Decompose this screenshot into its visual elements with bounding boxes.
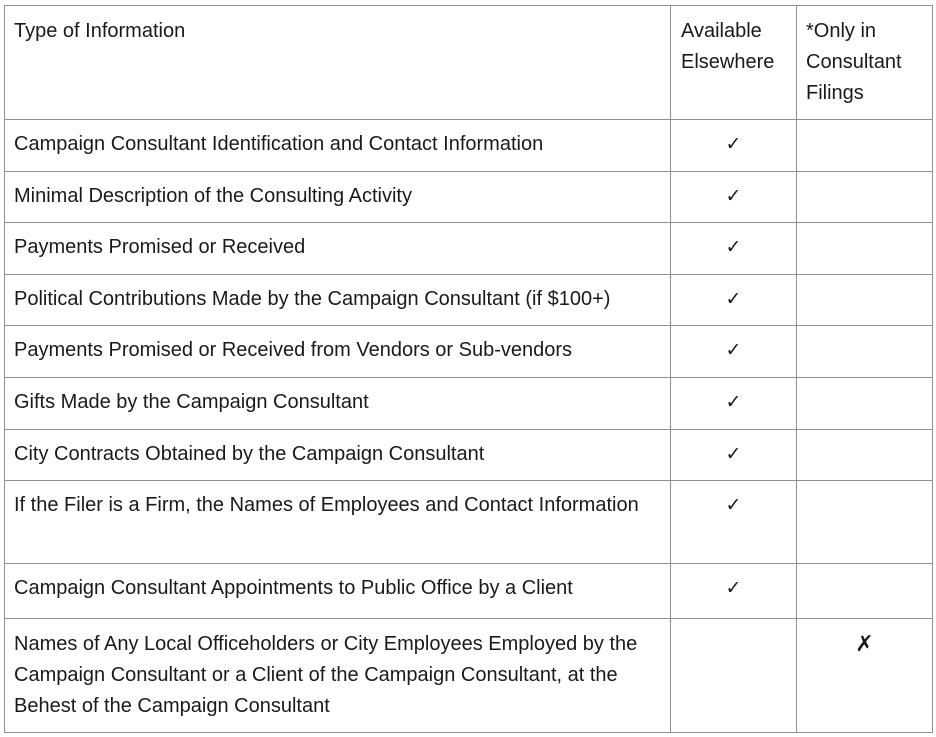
available-check-icon: ✓ [671,171,797,223]
info-cell: Minimal Description of the Consulting Activity [5,171,671,223]
available-check-icon: ✓ [671,377,797,429]
table-row [5,120,933,172]
table-row [5,619,933,733]
header-type-of-information: Type of Information [5,6,671,120]
header-available-elsewhere: Available Elsewhere [671,6,797,120]
available-cell [671,619,797,733]
only-cell [797,429,933,481]
only-cell [797,481,933,564]
table-row [5,481,933,564]
available-check-icon: ✓ [671,274,797,326]
available-check-icon: ✓ [671,120,797,172]
info-cell: Payments Promised or Received from Vendors or Sub-vendors [5,326,671,378]
only-cell [797,120,933,172]
table-row [5,377,933,429]
only-cell [797,377,933,429]
table-row [5,274,933,326]
header-row [5,6,933,120]
available-check-icon: ✓ [671,326,797,378]
info-cell: If the Filer is a Firm, the Names of Employees and Contact Information [5,481,671,564]
only-cell [797,564,933,619]
table-row [5,564,933,619]
only-cell [797,274,933,326]
info-cell: Campaign Consultant Identification and Contact Information [5,120,671,172]
available-check-icon: ✓ [671,429,797,481]
info-cell: City Contracts Obtained by the Campaign Consultant [5,429,671,481]
table-row [5,429,933,481]
table-wrapper [4,5,933,733]
table-row [5,171,933,223]
table-row [5,326,933,378]
only-cell [797,171,933,223]
available-check-icon: ✓ [671,564,797,619]
info-cell: Gifts Made by the Campaign Consultant [5,377,671,429]
header-only-in-consultant-filings: *Only in Consultant Filings [797,6,933,120]
info-cell: Campaign Consultant Appointments to Public Office by a Client [5,564,671,619]
only-cell [797,326,933,378]
info-cell: Names of Any Local Officeholders or City Employees Employed by the Campaign Consultant or a Client of the Campaign Consultant, at the Behest of the Campaign Consultant [5,619,671,733]
available-check-icon: ✓ [671,223,797,275]
info-cell: Payments Promised or Received [5,223,671,275]
information-table [4,5,933,733]
available-check-icon: ✓ [671,481,797,564]
only-cross-icon: ✗ [797,619,933,733]
table-row [5,223,933,275]
info-cell: Political Contributions Made by the Campaign Consultant (if $100+) [5,274,671,326]
only-cell [797,223,933,275]
